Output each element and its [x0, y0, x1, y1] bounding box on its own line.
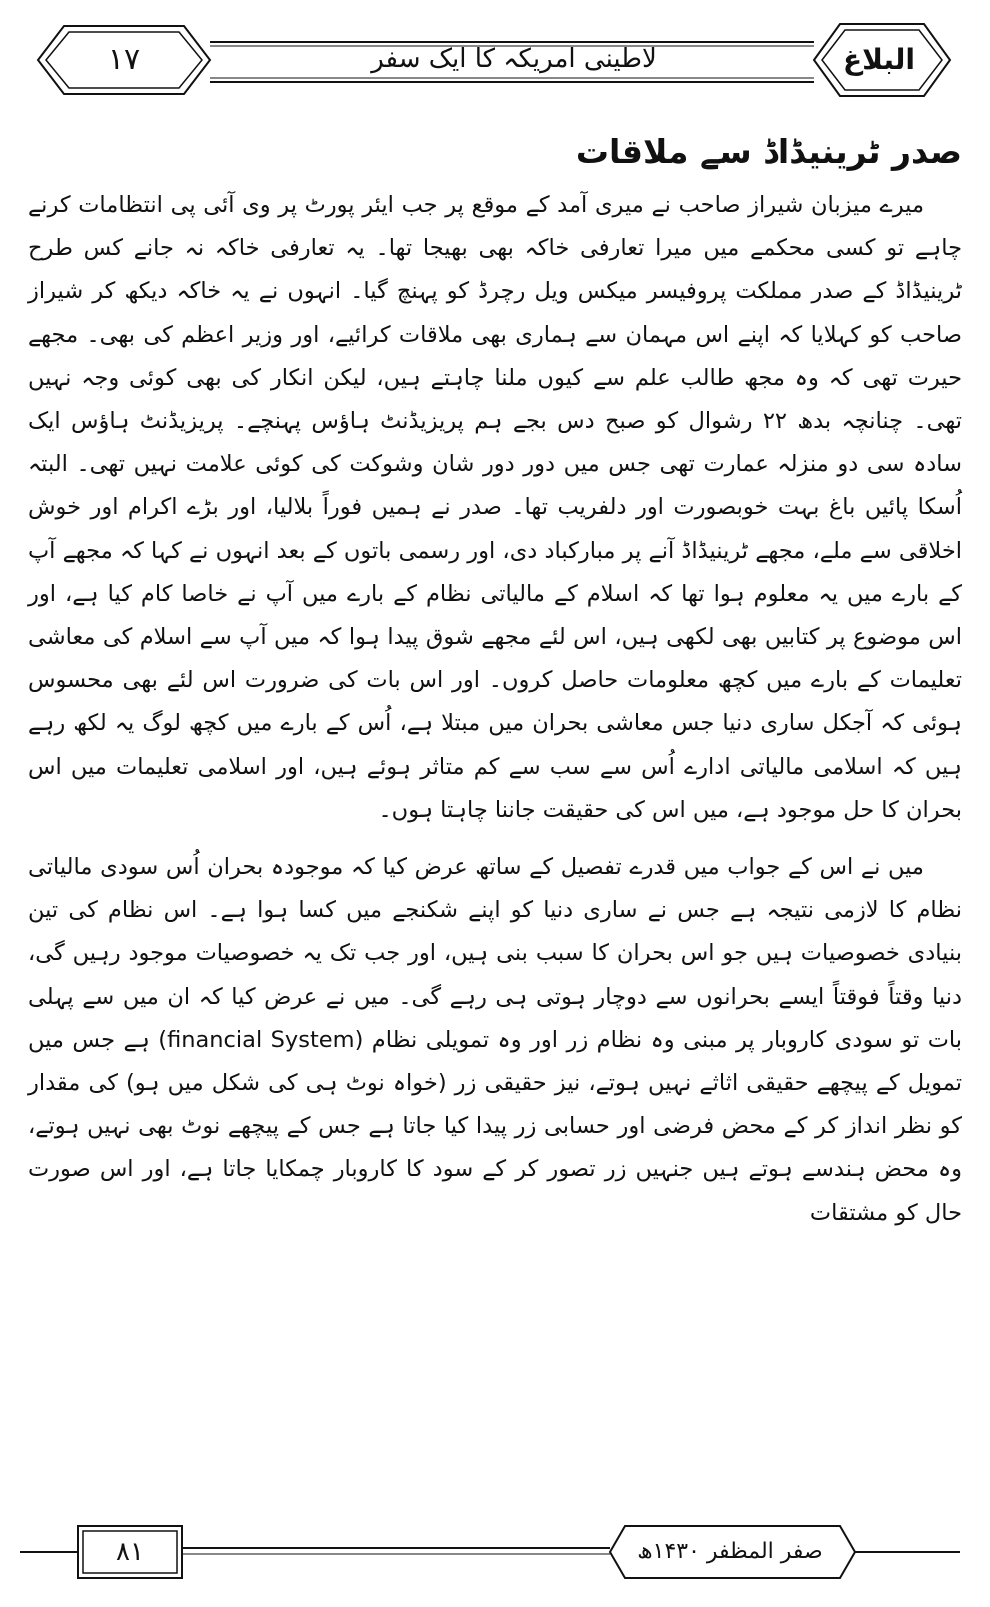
article-body	[28, 122, 962, 1235]
footer-page-number: ۸۱	[116, 1537, 144, 1567]
paragraph: میرے میزبان شیراز صاحب نے میری آمد کے موقع پر جب ایئر پورٹ پر وی آئی پی انتظامات کرنے چاہے تو کسی محکمے میں میرا تعارفی خاکہ بھی بھیجا تھا۔ یہ تعارفی خاکہ نہ جانے کس طرح ٹرینیڈاڈ کے صدر مملکت پروفیسر میکس ویل رچرڈ کو پہنچ گیا۔ انہوں نے یہ خاکہ دیکھ کر شیراز صاحب کو کہلایا کہ اپنے اس مہمان سے ہماری بھی ملاقات کرائیے، اور وزیر اعظم کی بھی۔ مجھے حیرت تھی کہ وہ مجھ طالب علم سے کیوں ملنا چاہتے ہیں، لیکن انکار کی بھی کوئی وجہ نہیں تھی۔ چنانچہ بدھ ۲۲ رشوال کو صبح دس بجے ہم پریزیڈنٹ ہاؤس پہنچے۔ پریزیڈنٹ ہاؤس ایک سادہ سی دو منزلہ عمارت تھی جس میں دور دور شان وشوکت کی کوئی علامت نہیں تھی۔ البتہ اُسکا پائیں باغ بہت خوبصورت اور دلفریب تھا۔ صدر نے ہمیں فوراً بلالیا، اور بڑے اکرام اور خوش اخلاقی سے ملے، مجھے ٹرینیڈاڈ آنے پر مبارکباد دی، اور رسمی باتوں کے بعد انہوں نے کہا کہ مجھے آپ کے بارے میں یہ معلوم ہوا تھا کہ اسلام کے مالیاتی نظام کے بارے میں آپ نے خاصا کام کیا ہے، اور اس موضوع پر کتابیں بھی لکھی ہیں، اس لئے مجھے شوق پیدا ہوا کہ میں آپ سے اسلام کی معاشی تعلیمات کے بارے میں کچھ معلومات حاصل کروں۔ اور اس بات کی ضرورت اس لئے بھی محسوس ہوئی کہ آجکل ساری دنیا جس معاشی بحران میں مبتلا ہے، اُس کے بارے میں کچھ لوگ یہ لکھ رہے ہیں کہ اسلامی مالیاتی ادارے اُس سے سب سے کم متاثر ہوئے ہیں، اور اسلامی تعلیمات میں اس بحران کا حل موجود ہے، میں اس کی حقیقت جاننا چاہتا ہوں۔	[28, 192, 962, 823]
page-footer	[20, 1518, 970, 1588]
header-page-number: ۱۷	[107, 42, 141, 77]
section-heading: صدر ٹرینیڈاڈ سے ملاقات	[575, 132, 962, 171]
page-header	[34, 20, 956, 100]
header-title: لاطینی امریکہ کا ایک سفر	[371, 44, 657, 74]
magazine-logo: البلاغ	[843, 43, 915, 76]
paragraph: میں نے اس کے جواب میں قدرے تفصیل کے ساتھ عرض کیا کہ موجودہ بحران اُس سودی مالیاتی نظام کا لازمی نتیجہ ہے جس نے ساری دنیا کو اپنے شکنجے میں کسا ہوا ہے۔ اس نظام کی تین بنیادی خصوصیات ہیں جو اس بحران کا سبب بنی ہیں، اور جب تک یہ خصوصیات موجود رہیں گی، دنیا وقتاً فوقتاً ایسے بحرانوں سے دوچار ہوتی ہی رہے گی۔ میں نے عرض کیا کہ ان میں سے پہلی بات تو سودی کاروبار پر مبنی وہ نظام زر اور وہ تمویلی نظام (financial System) ہے جس میں تمویل کے پیچھے حقیقی اثاثے نہیں ہوتے، نیز حقیقی زر (خواہ نوٹ ہی کی شکل میں ہو) کی مقدار کو نظر انداز کر کے محض فرضی اور حسابی زر پیدا کیا جاتا ہے جس کے پیچھے نوٹ بھی نہیں ہوتے، وہ محض ہندسے ہوتے ہیں جنہیں زر تصور کر کے سود کا کاروبار چمکایا جاتا ہے، اور اس صورت حال کو مشتقات	[28, 854, 962, 1226]
footer-issue-date: صفر المظفر ۱۴۳۰ھ	[637, 1539, 823, 1564]
